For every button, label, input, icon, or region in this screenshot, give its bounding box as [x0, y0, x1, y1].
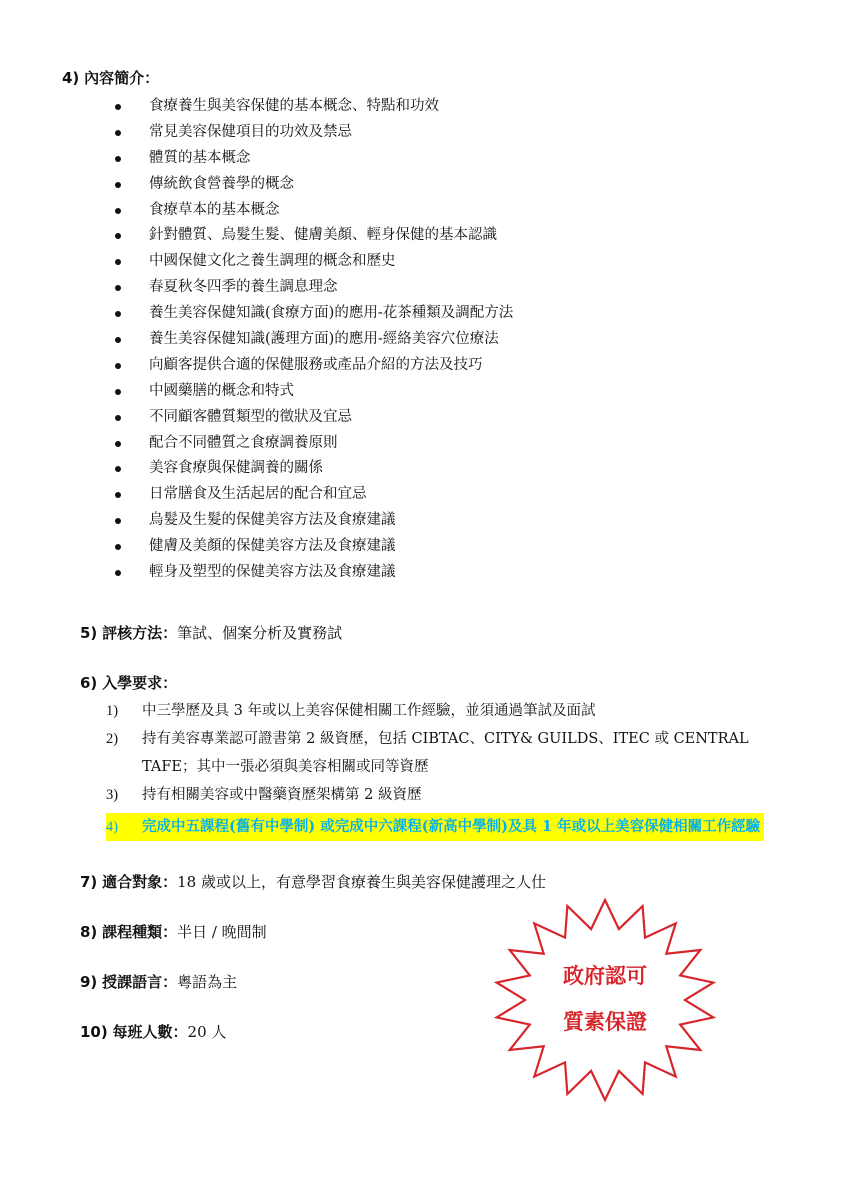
section-value: 20 人: [187, 1023, 227, 1041]
section-number: 6): [80, 674, 98, 692]
starburst-stamp: [490, 895, 720, 1105]
bullet-dot: [115, 544, 121, 550]
bullet-dot: [115, 259, 121, 265]
bullet-text: 不同顧客體質類型的徵狀及宜忌: [149, 408, 352, 425]
section-value: 18 歲或以上，有意學習食療養生與美容保健護理之人仕: [177, 873, 546, 891]
bullet-dot: [115, 492, 121, 498]
stamp-text-line1: 政府認可: [563, 964, 647, 988]
stamp-text-line2: 質素保證: [563, 1010, 647, 1034]
bullet-dot: [115, 466, 121, 472]
section-value: 筆試、個案分析及實務試: [177, 624, 343, 642]
section-title: 入學要求：: [102, 674, 178, 692]
section-number: 7): [80, 873, 98, 891]
bullet-dot: [115, 311, 121, 317]
bullet-dot: [115, 233, 121, 239]
bullet-text: 常見美容保健項目的功效及禁忌: [149, 123, 352, 140]
bullet-item: [115, 405, 513, 431]
starburst-outline: [497, 900, 714, 1100]
bullet-text: 中國保健文化之養生調理的概念和歷史: [149, 253, 396, 270]
section-7-heading: [80, 872, 546, 892]
bullet-dot: [115, 182, 121, 188]
section-10-heading: [80, 1022, 226, 1042]
bullet-dot: [115, 285, 121, 291]
requirement-item-continuation: TAFE；其中一張必須與美容相關或同等資歷: [142, 759, 429, 775]
bullet-text: 養生美容保健知識(護理方面)的應用-經絡美容穴位療法: [149, 331, 499, 348]
bullet-item: [115, 482, 513, 508]
bullet-text: 輕身及塑型的保健美容方法及食療建議: [149, 564, 396, 581]
bullet-text: 養生美容保健知識(食療方面)的應用-花茶種類及調配方法: [149, 305, 514, 322]
bullet-item: [115, 94, 513, 120]
section-value: 粵語為主: [177, 973, 238, 991]
bullet-item: [115, 508, 513, 534]
section-number: 8): [80, 923, 98, 941]
section-5-heading: [80, 623, 342, 643]
bullet-text: 配合不同體質之食療調養原則: [149, 434, 338, 451]
bullet-dot: [115, 389, 121, 395]
requirement-item: 3) 持有相關美容或中醫藥資歷架構第 2 級資歷: [106, 787, 422, 803]
requirement-item-highlighted: 4) 完成中五課程(舊有中學制) 或完成中六課程(新高中學制)及具 1 年或以上美容保健相關工作經驗: [106, 813, 764, 841]
section-title: 授課語言：: [102, 973, 178, 991]
requirement-item: 2) 持有美容專業認可證書第 2 級資歷，包括 CIBTAC、CITY& GUILDS、ITEC 或 CENTRAL: [106, 731, 749, 747]
section-8-heading: [80, 922, 267, 942]
bullet-dot: [115, 130, 121, 136]
bullet-item: [115, 223, 513, 249]
bullet-item: [115, 456, 513, 482]
bullet-item: [115, 249, 513, 275]
bullet-text: 中國藥膳的概念和特式: [149, 382, 294, 399]
section-number: 10): [80, 1023, 108, 1041]
section-title: 適合對象：: [102, 873, 178, 891]
bullet-item: [115, 301, 513, 327]
section-number: 4): [62, 69, 80, 87]
bullet-dot: [115, 337, 121, 343]
section-9-heading: [80, 972, 237, 992]
bullet-dot: [115, 363, 121, 369]
section-title: 評核方法：: [102, 624, 178, 642]
bullet-text: 針對體質、烏髮生髮、健膚美顏、輕身保健的基本認識: [149, 227, 497, 244]
bullet-dot: [115, 415, 121, 421]
section-number: 9): [80, 973, 98, 991]
section-4-heading: [62, 68, 159, 88]
bullet-text: 烏髮及生髮的保健美容方法及食療建議: [149, 512, 396, 529]
bullet-text: 美容食療與保健調養的關係: [149, 460, 323, 477]
bullet-dot: [115, 570, 121, 576]
bullet-text: 食療養生與美容保健的基本概念、特點和功效: [149, 98, 439, 114]
bullet-dot: [115, 208, 121, 214]
bullet-item: [115, 172, 513, 198]
section-6-heading: [80, 673, 177, 693]
bullet-text: 向顧客提供合適的保健服務或產品介紹的方法及技巧: [149, 356, 483, 373]
requirement-item: 1) 中三學歷及具 3 年或以上美容保健相關工作經驗，並須通過筆試及面試: [106, 703, 596, 719]
bullet-item: [115, 534, 513, 560]
bullet-dot: [115, 104, 121, 110]
bullet-dot: [115, 518, 121, 524]
content-bullet-list: [115, 94, 513, 586]
bullet-item: [115, 120, 513, 146]
section-value: 半日 / 晚間制: [177, 923, 267, 941]
bullet-text: 食療草本的基本概念: [149, 201, 280, 218]
bullet-text: 春夏秋冬四季的養生調息理念: [149, 279, 338, 296]
bullet-item: [115, 198, 513, 224]
bullet-dot: [115, 156, 121, 162]
bullet-item: [115, 275, 513, 301]
bullet-item: [115, 353, 513, 379]
bullet-item: [115, 379, 513, 405]
bullet-item: [115, 431, 513, 457]
bullet-item: [115, 327, 513, 353]
bullet-text: 傳統飲食營養學的概念: [149, 175, 294, 192]
bullet-text: 體質的基本概念: [149, 149, 251, 166]
bullet-item: [115, 146, 513, 172]
section-title: 每班人數：: [112, 1023, 188, 1041]
section-title: 課程種類：: [102, 923, 178, 941]
bullet-text: 日常膳食及生活起居的配合和宜忌: [149, 486, 367, 503]
section-number: 5): [80, 624, 98, 642]
bullet-dot: [115, 441, 121, 447]
section-title: 內容簡介：: [84, 69, 160, 87]
bullet-item: [115, 560, 513, 586]
bullet-text: 健膚及美顏的保健美容方法及食療建議: [149, 538, 396, 555]
